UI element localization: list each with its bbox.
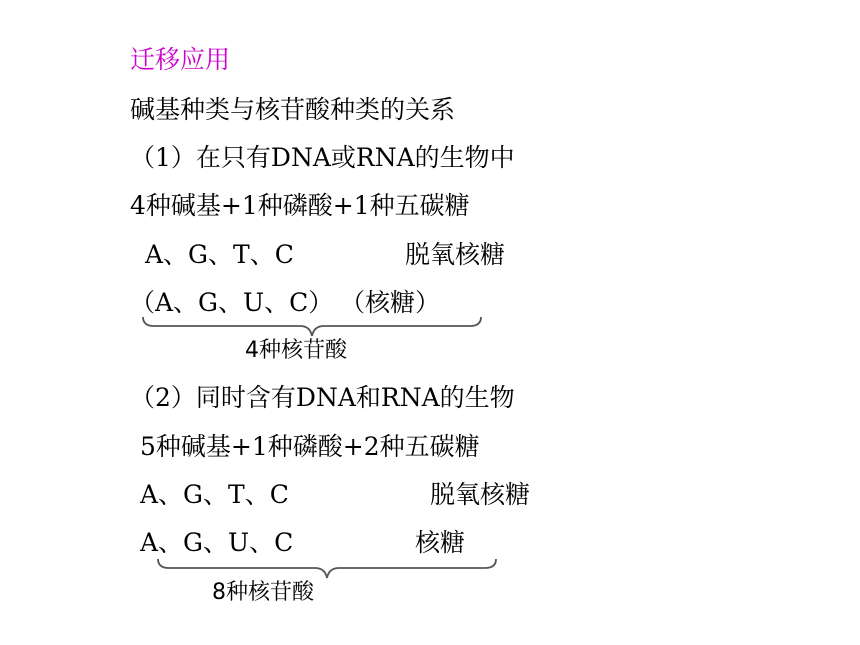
section-2-brace-label: 8种核苷酸 (212, 580, 314, 605)
section-2-dna-sugar: 脱氧核糖 (430, 480, 531, 509)
section-1-heading: （1）在只有DNA或RNA的生物中 (130, 143, 515, 172)
section-2-dna-bases: A、G、T、C (140, 480, 289, 509)
section-2-formula: 5种碱基+1种磷酸+2种五碳糖 (140, 432, 480, 461)
section-2-heading: （2）同时含有DNA和RNA的生物 (130, 383, 515, 412)
slide-title: 迁移应用 (130, 45, 231, 74)
section-1-brace-label: 4种核苷酸 (245, 338, 347, 363)
brace-1 (140, 314, 485, 338)
intro-text: 碱基种类与核苷酸种类的关系 (130, 95, 456, 124)
section-1-rna-sugar: （核糖） (340, 288, 441, 317)
section-2-rna-bases: A、G、U、C (140, 528, 294, 557)
section-1-rna-bases: （A、G、U、C） (130, 288, 334, 317)
section-1-dna-bases: A、G、T、C (145, 240, 294, 269)
section-1-dna-sugar: 脱氧核糖 (405, 240, 506, 269)
section-2-rna-sugar: 核糖 (415, 528, 466, 557)
brace-2 (155, 556, 500, 580)
section-1-formula: 4种碱基+1种磷酸+1种五碳糖 (130, 191, 470, 220)
